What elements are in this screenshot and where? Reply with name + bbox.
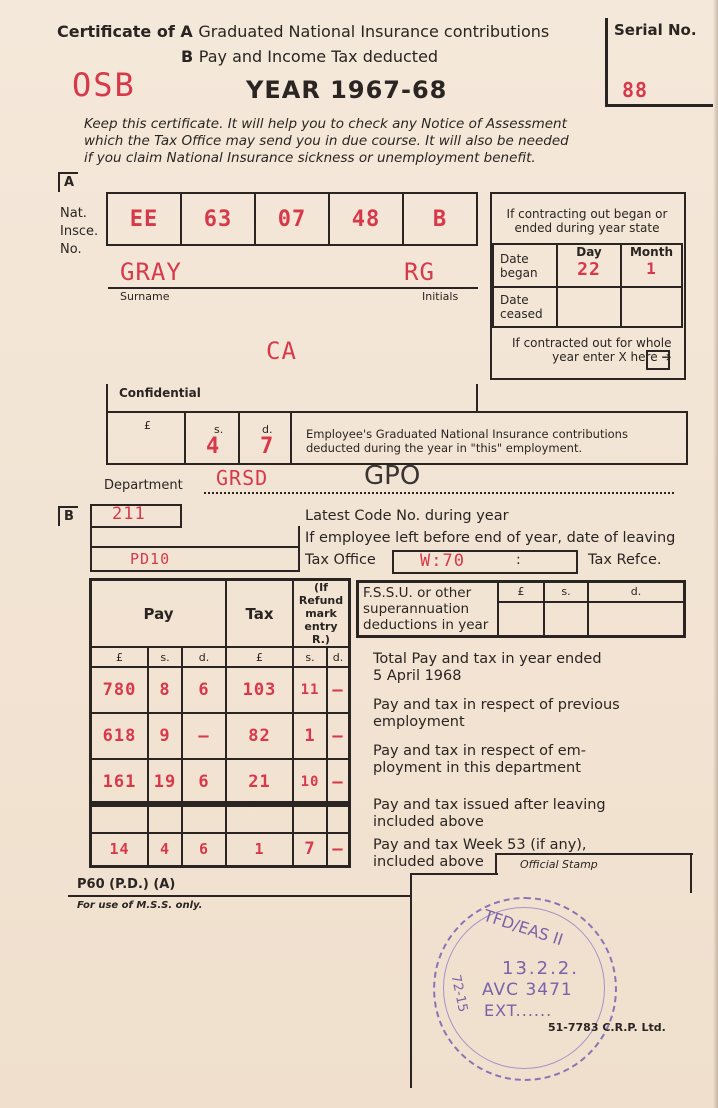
form-code: P60 (P.D.) (A) (77, 877, 176, 892)
certificate-title-line1 (57, 22, 549, 41)
cert-a-label: Certificate of A (57, 22, 193, 41)
desc-total-pay: Total Pay and tax in year ended 5 April 1968 (373, 651, 602, 684)
section-b-marker: B (58, 506, 78, 526)
nat-insce-number-boxes (106, 192, 478, 246)
col-pay-pence: d. (182, 647, 226, 667)
date-ceased-label: Date ceased (493, 287, 557, 327)
initials-label: Initials (422, 290, 459, 303)
pay-tax-table (89, 578, 351, 807)
fssu-pound-label: £ (498, 582, 544, 602)
fssu-pound-cell (498, 602, 544, 637)
nat-insce-part: B (403, 193, 477, 245)
leaving-box (90, 526, 300, 548)
whole-year-checkbox[interactable] (646, 350, 670, 370)
refund-header: (If Refund mark entry R.) (293, 580, 350, 648)
nat-insce-part: 48 (329, 193, 403, 245)
contracting-dates-grid (492, 243, 683, 328)
tax-header: Tax (226, 580, 293, 648)
desc-this-department: Pay and tax in respect of em- ployment in this department (373, 743, 587, 776)
ceased-day-cell (557, 287, 621, 327)
date-began-label: Date began (493, 244, 557, 287)
intro-line-3: if you claim National Insurance sickness or unemployment benefit. (84, 150, 536, 166)
extra-handwritten-ca: CA (266, 337, 297, 365)
nat-insce-part: 63 (181, 193, 255, 245)
grad-s-value: 4 (206, 434, 221, 459)
initials-value: RG (404, 258, 435, 286)
office-code-value: PD10 (130, 550, 171, 568)
department-label: Department (104, 478, 183, 493)
certificate-title-line2 (181, 47, 438, 66)
department-value-2: GPO (364, 461, 421, 491)
col-tax-pounds: £ (226, 647, 293, 667)
cert-b-text: Pay and Income Tax deducted (198, 47, 439, 66)
mss-note: For use of M.S.S. only. (77, 900, 203, 911)
stamp-line-5: 72-15 (447, 973, 471, 1014)
fssu-s-label: s. (544, 582, 588, 602)
ceased-month-cell (621, 287, 682, 327)
intro-line-1: Keep this certificate. It will help you to check any Notice of Assessment (84, 116, 567, 132)
col-tax-pence: d. (327, 647, 350, 667)
department-value-1: GRSD (216, 466, 269, 490)
tax-office-label: Tax Office (305, 552, 376, 568)
fssu-box (356, 580, 686, 638)
department-dotted-line (204, 482, 674, 494)
tax-office-colon: : (516, 552, 521, 568)
fssu-label: F.S.S.U. or other superannuation deductions in year (358, 582, 499, 637)
surname-label: Surname (120, 290, 170, 303)
table-row: 780 8 6 103 11 – (91, 667, 350, 713)
contracting-header: If contracting out began or ended during year state (506, 207, 668, 235)
grad-d-value: 7 (260, 434, 275, 459)
tax-refce-label: Tax Refce. (588, 552, 662, 568)
table-row: 14 4 6 1 7 – (91, 833, 350, 867)
confidential-label: Confidential (119, 386, 201, 400)
official-stamp-label: Official Stamp (520, 858, 598, 871)
section-a-marker: A (58, 172, 78, 192)
nat-insce-label: Nat. Insce. No. (60, 206, 99, 257)
desc-previous-employment: Pay and tax in respect of previous employment (373, 697, 620, 730)
desc-week-53: Pay and tax Week 53 (if any), included above (373, 837, 587, 870)
tax-office-value: W:70 (420, 551, 465, 571)
table-row (91, 803, 350, 833)
grad-d-label: d. (262, 423, 273, 436)
latest-code-label: Latest Code No. during year (305, 508, 509, 524)
cert-a-text: Graduated National Insurance contributions (198, 22, 550, 41)
pay-header: Pay (91, 580, 227, 648)
fssu-s-cell (544, 602, 588, 637)
printer-code: 51-7783 C.R.P. Ltd. (548, 1021, 666, 1034)
page-edge-shadow (713, 0, 718, 1108)
office-code-box (90, 546, 300, 572)
fssu-d-label: d. (588, 582, 685, 602)
serial-label: Serial No. (614, 21, 697, 39)
grad-pound-label: £ (144, 419, 151, 432)
serial-value: 88 (622, 78, 649, 102)
handwritten-osb: OSB (72, 66, 136, 104)
col-pay-shillings: s. (148, 647, 182, 667)
stamp-line-4: EXT...... (484, 1001, 553, 1020)
nat-insce-part: EE (107, 193, 181, 245)
fssu-d-cell (588, 602, 685, 637)
desc-after-leaving: Pay and tax issued after leaving included above (373, 797, 606, 830)
year-title: YEAR 1967-68 (246, 76, 448, 104)
pay-tax-bottom-table (89, 801, 351, 868)
date-of-leaving-label: If employee left before end of year, date of leaving (305, 530, 676, 546)
grad-description: Employee's Graduated National Insurance contributions deducted during the year in "this" employment. (306, 427, 628, 455)
nat-insce-part: 07 (255, 193, 329, 245)
col-pay-pounds: £ (91, 647, 149, 667)
table-row: 618 9 – 82 1 – (91, 713, 350, 759)
arrow-right-icon: ➔ (661, 350, 672, 364)
stamp-line-3: AVC 3471 (482, 980, 573, 1000)
grad-s-label: s. (214, 423, 224, 436)
day-cell: Day 22 (557, 244, 621, 287)
col-tax-shillings: s. (293, 647, 327, 667)
table-row: 161 19 6 21 10 – (91, 759, 350, 805)
surname-value: GRAY (120, 258, 182, 286)
cert-b-label: B (181, 47, 194, 66)
stamp-line-1: TFD/EAS II (481, 905, 566, 950)
code-value: 211 (112, 504, 146, 524)
month-cell: Month 1 (621, 244, 682, 287)
intro-line-2: which the Tax Office may send you in due course. It will also be needed (84, 133, 569, 149)
whole-year-label: If contracted out for whole year enter X here ➔ (512, 336, 672, 364)
stamp-line-2: 13.2.2. (502, 958, 579, 979)
